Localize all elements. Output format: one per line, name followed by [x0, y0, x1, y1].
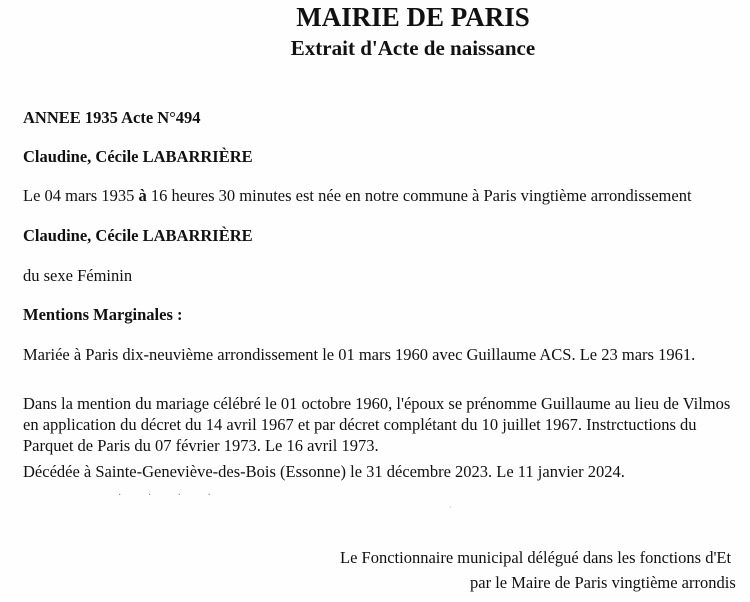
signature-line-2: par le Maire de Paris vingtième arrondis: [470, 573, 736, 592]
mention-name-correction: Dans la mention du mariage célébré le 01 octobre 1960, l'époux se prénomme Guillaume au lieu de Vilmos en application du décret du 14 avril 1967 et par décret complétant du 10 juillet 1967. Instrctuctions du Parquet de Paris du 07 février 1973. Le 16 avril 1973.: [23, 394, 731, 455]
year-act-line: ANNEE 1935 Acte N°494: [23, 108, 201, 127]
scan-specks: · · · ·: [118, 490, 223, 501]
person-name-1: Claudine, Cécile LABARRIÈRE: [23, 147, 253, 166]
mention-death: Décédée à Sainte-Geneviève-des-Bois (Essonne) le 31 décembre 2023. Le 11 janvier 2024.: [23, 462, 625, 481]
mentions-heading: Mentions Marginales :: [23, 305, 183, 324]
page-title: MAIRIE DE PARIS: [296, 2, 530, 32]
birth-date-text: Le 04 mars 1935: [23, 186, 139, 205]
signature-line-1: Le Fonctionnaire municipal délégué dans les fonctions d'Et: [340, 548, 732, 567]
mention-marriage: Mariée à Paris dix-neuvième arrondissement le 01 mars 1960 avec Guillaume ACS. Le 23 mars 1961.: [23, 345, 696, 364]
birth-place-text: 16 heures 30 minutes est née en notre commune à Paris vingtième arrondissement: [146, 186, 692, 205]
birth-bold-preposition: à: [138, 186, 147, 205]
scan-speck: ·: [449, 503, 452, 512]
birth-details-line: [23, 186, 692, 206]
person-name-2: Claudine, Cécile LABARRIÈRE: [23, 226, 253, 245]
page-subtitle: Extrait d'Acte de naissance: [290, 36, 536, 60]
sex-line: du sexe Féminin: [23, 266, 133, 285]
